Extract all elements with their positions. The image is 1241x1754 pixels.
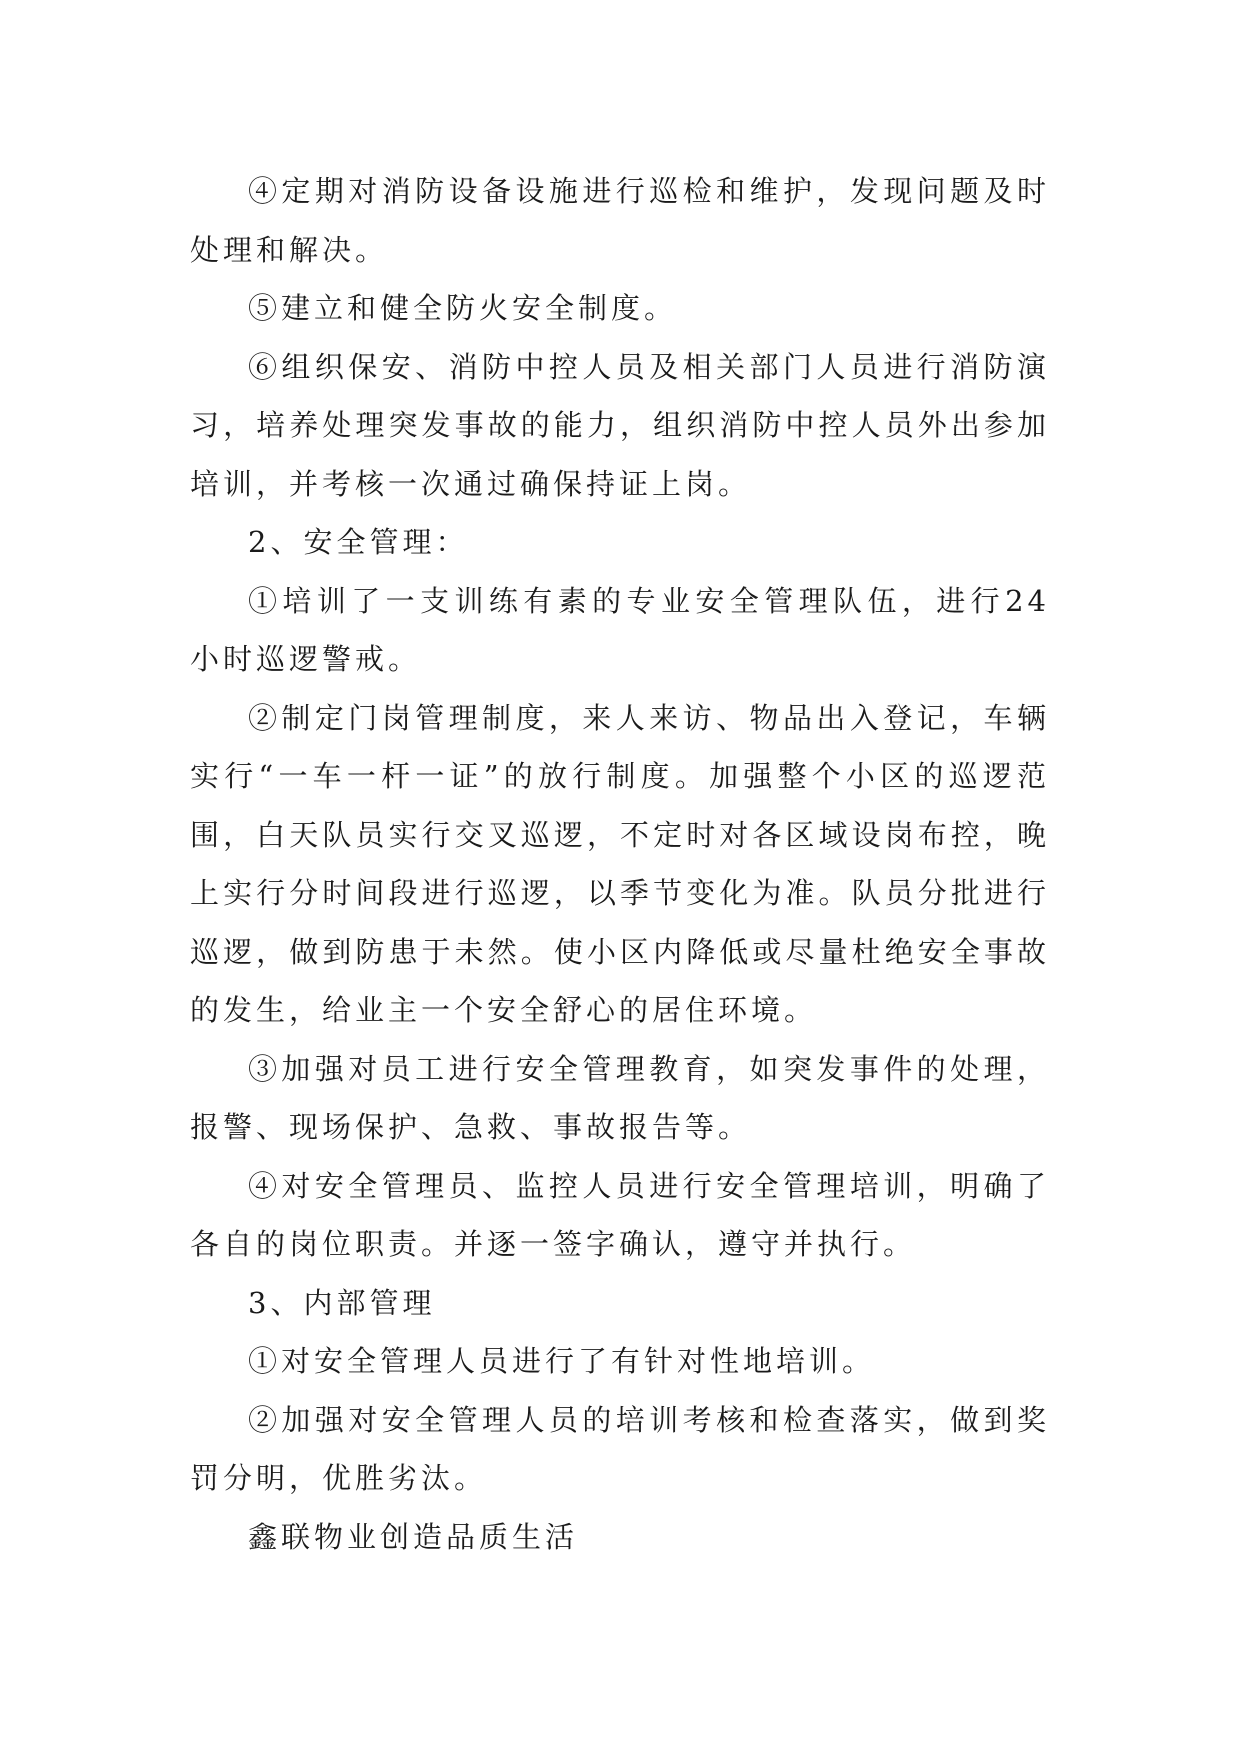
paragraph: ②加强对安全管理人员的培训考核和检查落实，做到奖罚分明，优胜劣汰。 — [190, 1402, 1050, 1495]
paragraph: ⑤建立和健全防火安全制度。 — [248, 291, 678, 325]
paragraph: ③加强对员工进行安全管理教育，如突发事件的处理，报警、现场保护、急救、事故报告等。 — [190, 1051, 1050, 1144]
paragraph: ①培训了一支训练有素的专业安全管理队伍，进行24小时巡逻警戒。 — [190, 583, 1050, 676]
document-body — [190, 162, 1050, 1566]
section-heading: 3、内部管理 — [248, 1285, 436, 1320]
paragraph: ⑥组织保安、消防中控人员及相关部门人员进行消防演习，培养处理突发事故的能力，组织消防中控人员外出参加培训，并考核一次通过确保持证上岗。 — [190, 349, 1050, 501]
paragraph: ④定期对消防设备设施进行巡检和维护，发现问题及时处理和解决。 — [190, 174, 1050, 267]
paragraph: ①对安全管理人员进行了有针对性地培训。 — [248, 1344, 876, 1378]
paragraph: ②制定门岗管理制度，来人来访、物品出入登记，车辆实行“一车一杆一证”的放行制度。加强整个小区的巡逻范围，白天队员实行交叉巡逻，不定时对各区域设岗布控，晚上实行分时间段进行巡逻，以季节变化为准。队员分批进行巡逻，做到防患于未然。使小区内降低或尽量杜绝安全事故的发生，给业主一个安全舒心的居住环境。 — [190, 700, 1050, 1027]
paragraph: ④对安全管理员、监控人员进行安全管理培训，明确了各自的岗位职责。并逐一签字确认，遵守并执行。 — [190, 1168, 1050, 1261]
section-heading: 2、安全管理： — [248, 525, 469, 559]
closing-slogan: 鑫联物业创造品质生活 — [248, 1519, 579, 1554]
